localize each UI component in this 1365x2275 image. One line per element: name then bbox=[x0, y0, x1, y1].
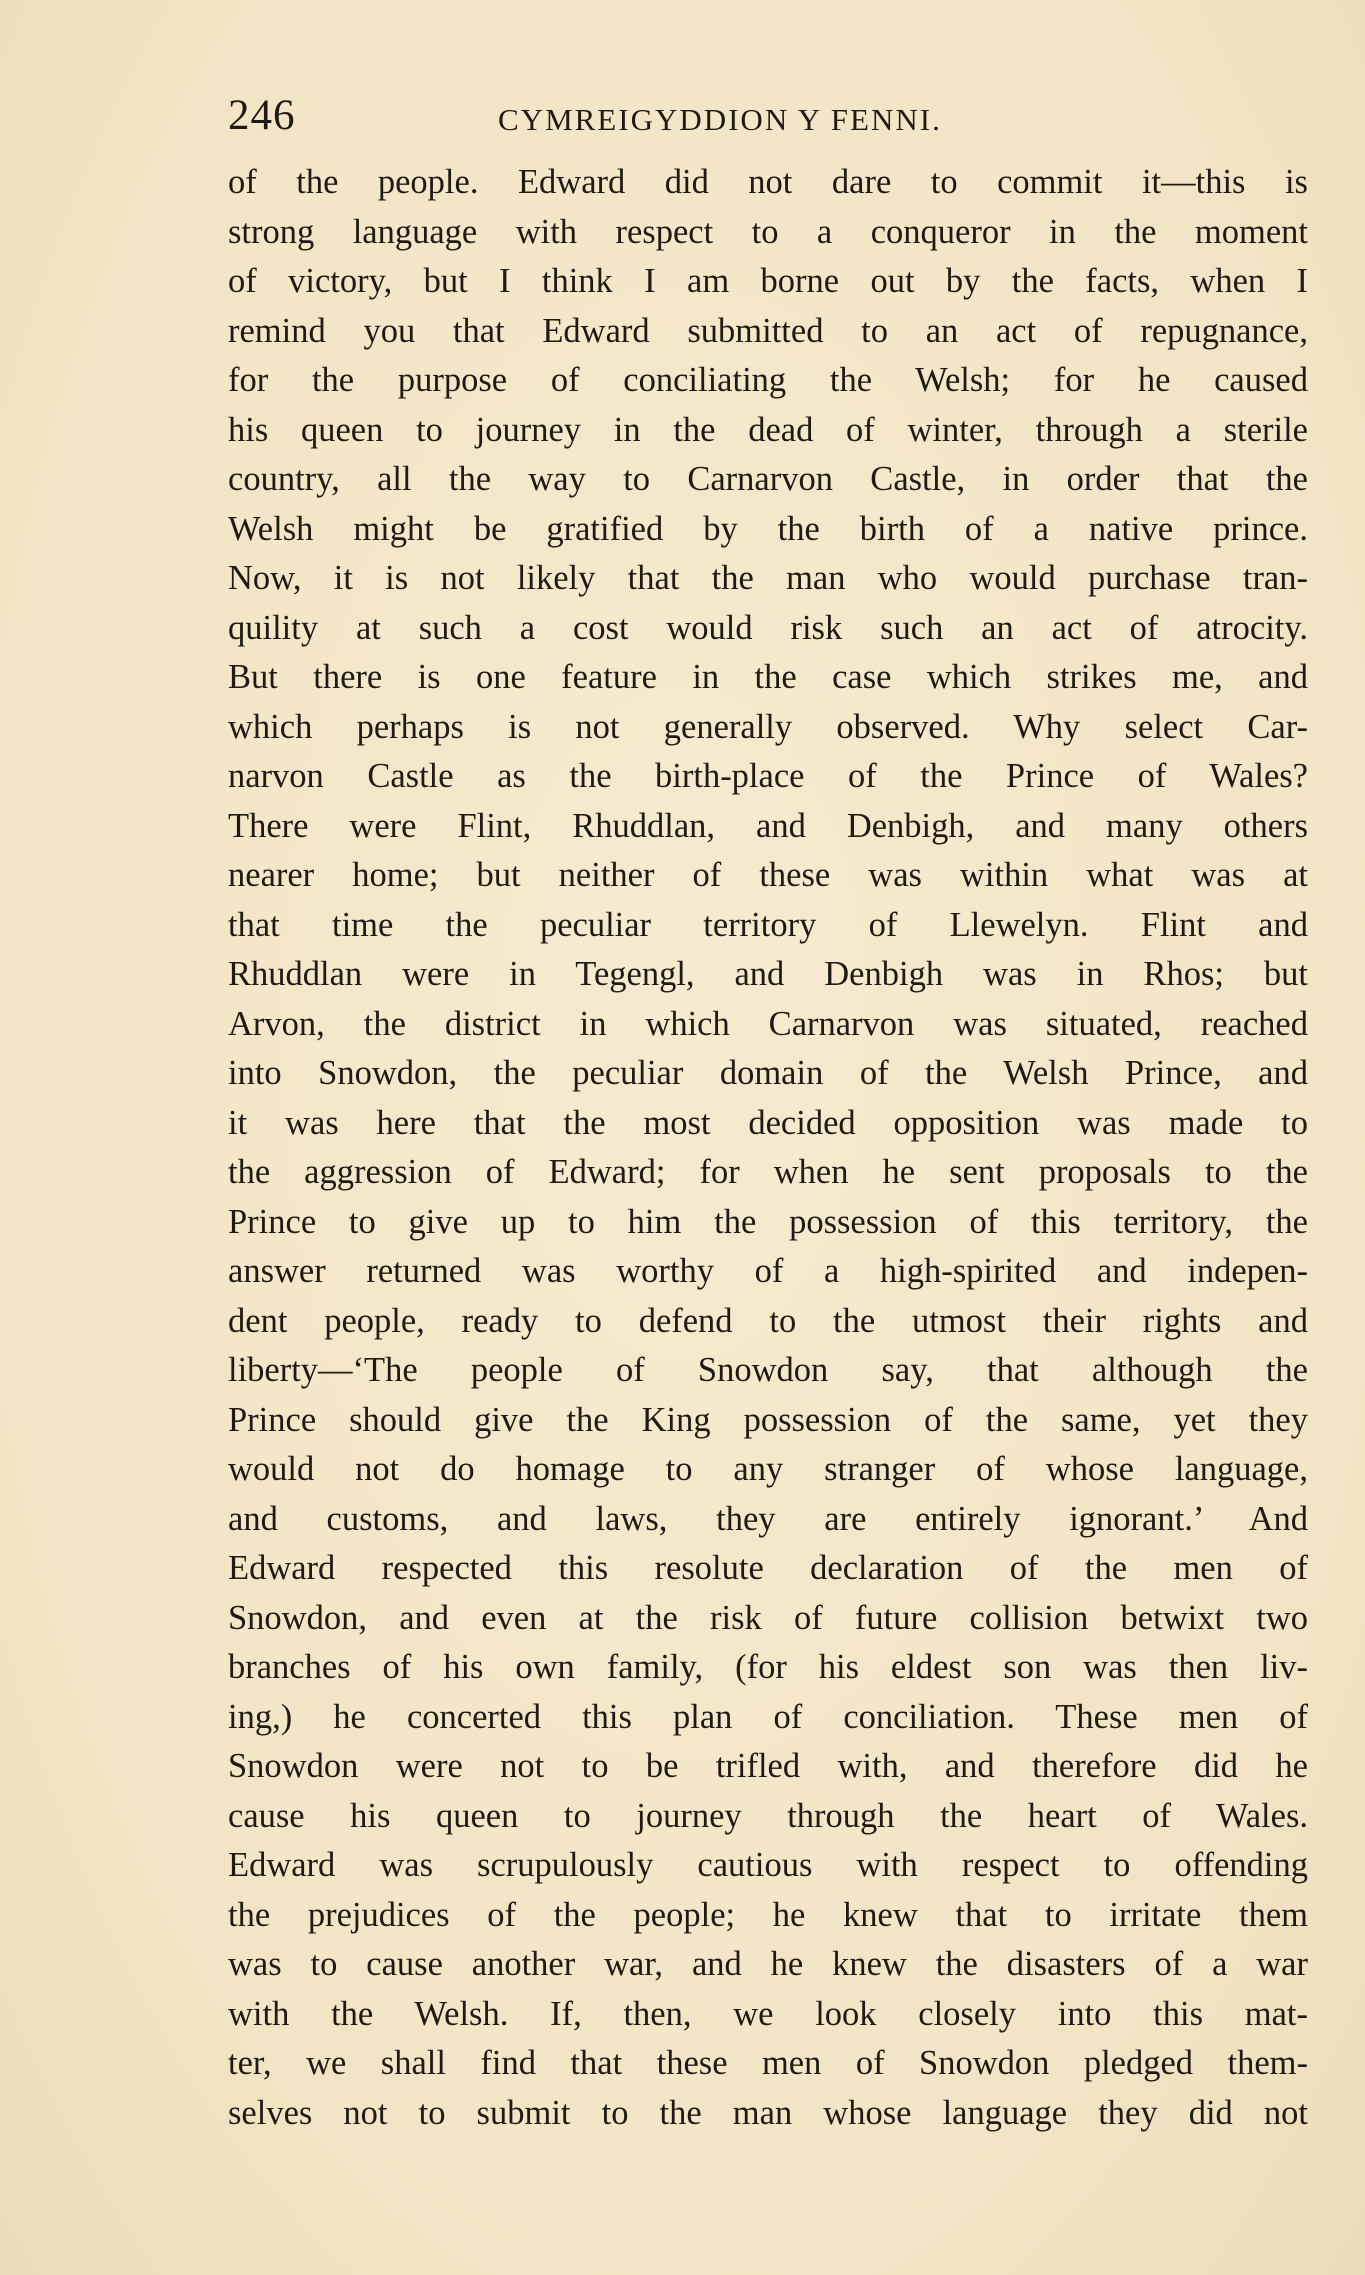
text-line: the aggression of Edward; for when he sent proposals to the bbox=[228, 1153, 1308, 1191]
text-line: Snowdon were not to be trifled with, and therefore did he bbox=[228, 1747, 1308, 1785]
text-line: ing,) he concerted this plan of conciliation. These men of bbox=[228, 1697, 1308, 1736]
text-line: ter, we shall find that these men of Snowdon pledged them- bbox=[228, 2044, 1308, 2082]
text-line: would not do homage to any stranger of whose language, bbox=[228, 1450, 1308, 1488]
page-number: 246 bbox=[228, 92, 296, 139]
text-line: cause his queen to journey through the heart of Wales. bbox=[228, 1796, 1308, 1835]
text-line: Rhuddlan were in Tegengl, and Denbigh was in Rhos; but bbox=[228, 955, 1308, 993]
text-line: of victory, but I think I am borne out by the facts, when I bbox=[228, 262, 1308, 300]
text-line: into Snowdon, the peculiar domain of the Welsh Prince, and bbox=[228, 1054, 1308, 1092]
text-line: of the people. Edward did not dare to commit it—this is bbox=[228, 163, 1308, 201]
text-line: Welsh might be gratified by the birth of a native prince. bbox=[228, 509, 1308, 548]
text-line: quility at such a cost would risk such an act of atrocity. bbox=[228, 608, 1308, 647]
text-line: Now, it is not likely that the man who would purchase tran- bbox=[228, 559, 1308, 597]
text-line: strong language with respect to a conqueror in the moment bbox=[228, 212, 1308, 251]
text-line: Edward respected this resolute declaration of the men of bbox=[228, 1549, 1308, 1587]
text-line: the prejudices of the people; he knew that to irritate them bbox=[228, 1895, 1308, 1934]
text-line: selves not to submit to the man whose language they did not bbox=[228, 2093, 1308, 2132]
text-line: answer returned was worthy of a high-spirited and indepen- bbox=[228, 1252, 1308, 1290]
text-line: dent people, ready to defend to the utmost their rights and bbox=[228, 1301, 1308, 1340]
body-text bbox=[228, 158, 1308, 2138]
text-line: remind you that Edward submitted to an act of repugnance, bbox=[228, 311, 1308, 350]
text-line: narvon Castle as the birth-place of the Prince of Wales? bbox=[228, 757, 1308, 795]
text-line: But there is one feature in the case which strikes me, and bbox=[228, 658, 1308, 696]
text-line: it was here that the most decided opposition was made to bbox=[228, 1103, 1308, 1142]
text-line: his queen to journey in the dead of winter, through a sterile bbox=[228, 410, 1308, 449]
text-line: nearer home; but neither of these was within what was at bbox=[228, 856, 1308, 894]
text-line: for the purpose of conciliating the Welsh; for he caused bbox=[228, 361, 1308, 399]
text-line: that time the peculiar territory of Llewelyn. Flint and bbox=[228, 905, 1308, 944]
text-line: and customs, and laws, they are entirely ignorant.’ And bbox=[228, 1499, 1308, 1538]
text-line: with the Welsh. If, then, we look closely into this mat- bbox=[228, 1994, 1308, 2033]
text-line: Prince should give the King possession of the same, yet they bbox=[228, 1400, 1308, 1439]
text-line: country, all the way to Carnarvon Castle, in order that the bbox=[228, 460, 1308, 498]
text-line: liberty—‘The people of Snowdon say, that although the bbox=[228, 1351, 1308, 1389]
text-line: There were Flint, Rhuddlan, and Denbigh, and many others bbox=[228, 806, 1308, 845]
text-line: Edward was scrupulously cautious with respect to offending bbox=[228, 1846, 1308, 1884]
text-line: which perhaps is not generally observed. Why select Car- bbox=[228, 707, 1308, 746]
text-line: Arvon, the district in which Carnarvon was situated, reached bbox=[228, 1004, 1308, 1043]
running-head: CYMREIGYDDION Y FENNI. bbox=[498, 102, 942, 137]
text-line: Prince to give up to him the possession of this territory, the bbox=[228, 1202, 1308, 1241]
text-line: was to cause another war, and he knew the disasters of a war bbox=[228, 1945, 1308, 1983]
text-line: branches of his own family, (for his eldest son was then liv- bbox=[228, 1648, 1308, 1686]
page-header bbox=[228, 86, 1308, 146]
text-line: Snowdon, and even at the risk of future collision betwixt two bbox=[228, 1598, 1308, 1637]
